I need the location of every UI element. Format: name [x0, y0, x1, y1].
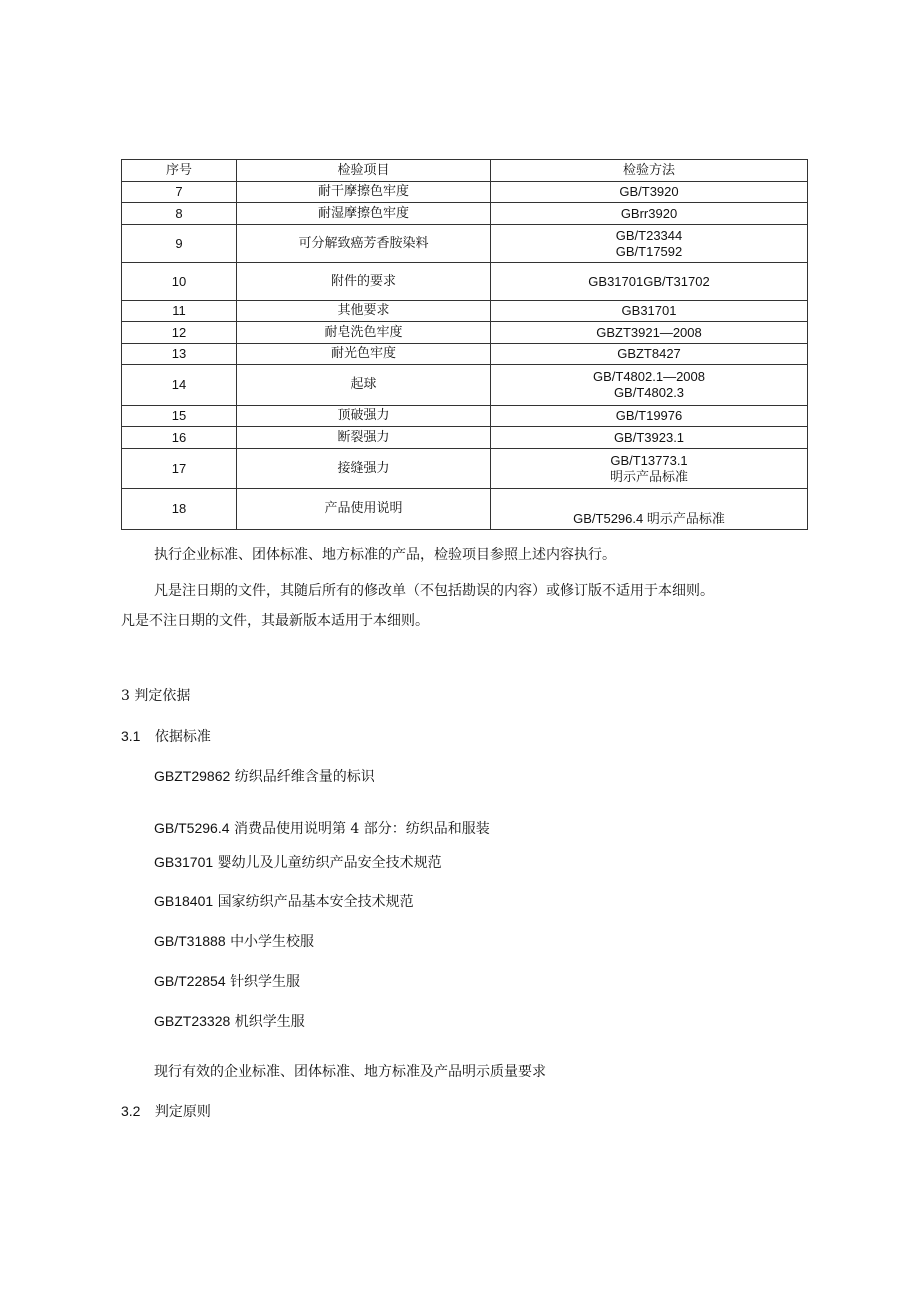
table-row — [122, 427, 808, 449]
standard-name: 机织学生服 — [234, 1014, 305, 1030]
method-line: GB/T13773.1 — [610, 452, 688, 468]
standard-code: GB/T31888 — [154, 933, 226, 949]
row-no: 13 — [122, 344, 237, 365]
row-no: 18 — [122, 489, 237, 530]
row-no: 14 — [122, 365, 237, 406]
row-no: 16 — [122, 427, 237, 449]
row-item: 断裂强力 — [237, 427, 491, 449]
standard-name: 消费品使用说明第 4 部分：纺织品和服装 — [233, 821, 490, 837]
standard-code: GB/T22854 — [154, 973, 226, 989]
row-item: 接缝强力 — [237, 449, 491, 489]
row-item: 顶破强力 — [237, 406, 491, 427]
standard-item — [154, 1011, 305, 1032]
row-method: GB31701GB/T31702 — [491, 263, 808, 301]
section-title: 依据标准 — [154, 729, 211, 745]
row-no: 17 — [122, 449, 237, 489]
standard-item — [154, 818, 490, 839]
row-item: 耐皂洗色牢度 — [237, 322, 491, 344]
method-line: GB/T23344 — [615, 227, 683, 243]
header-item: 检验项目 — [237, 160, 491, 182]
note-line-2: 凡是注日期的文件，其随后所有的修改单（不包括勘误的内容）或修订版不适用于本细则。 — [154, 583, 714, 599]
row-no: 7 — [122, 182, 237, 203]
standard-name: 国家纺织产品基本安全技术规范 — [217, 894, 414, 910]
row-item: 起球 — [237, 365, 491, 406]
standard-code: GB/T5296.4 — [154, 820, 230, 836]
row-method: GB/T19976 — [491, 406, 808, 427]
note-line-1: 执行企业标准、团体标准、地方标准的产品，检验项目参照上述内容执行。 — [154, 547, 616, 563]
note-line-3: 凡是不注日期的文件，其最新版本适用于本细则。 — [121, 613, 429, 629]
row-method: GB/T5296.4 明示产品标准 — [491, 489, 808, 530]
row-item: 附件的要求 — [237, 263, 491, 301]
section-3-title: 3 判定依据 — [121, 688, 191, 704]
section-3-2-heading — [121, 1101, 211, 1122]
row-item: 可分解致癌芳香胺染料 — [237, 225, 491, 263]
table-row — [122, 322, 808, 344]
header-no: 序号 — [122, 160, 237, 182]
standard-name: 纺织品纤维含量的标识 — [234, 769, 375, 785]
table-row — [122, 344, 808, 365]
standard-name: 婴幼儿及儿童纺织产品安全技术规范 — [217, 855, 442, 871]
row-no: 12 — [122, 322, 237, 344]
row-no: 10 — [122, 263, 237, 301]
row-item: 其他要求 — [237, 301, 491, 322]
section-number: 3.2 — [121, 1103, 141, 1119]
standard-code: GB31701 — [154, 854, 214, 870]
row-item: 耐湿摩擦色牢度 — [237, 203, 491, 225]
table-row — [122, 225, 808, 263]
standard-item — [154, 766, 375, 787]
row-no: 11 — [122, 301, 237, 322]
row-no: 9 — [122, 225, 237, 263]
section-title: 判定原则 — [154, 1104, 211, 1120]
standard-item — [154, 852, 442, 873]
row-method: GB/T3920 — [491, 182, 808, 203]
table-row — [122, 182, 808, 203]
row-method: GBZT8427 — [491, 344, 808, 365]
row-item: 耐光色牢度 — [237, 344, 491, 365]
standard-name: 中小学生校服 — [230, 934, 315, 950]
inspection-table — [121, 159, 808, 530]
standard-code: GB18401 — [154, 893, 214, 909]
table-row — [122, 406, 808, 427]
row-method — [491, 449, 808, 489]
method-line: GB/T4802.1—2008 — [592, 369, 706, 384]
standard-item — [154, 891, 414, 912]
method-line: 明示产品标准 — [609, 468, 688, 484]
standard-code: GBZT29862 — [154, 768, 231, 784]
row-method: GBZT3921—2008 — [491, 322, 808, 344]
method-line: GB/T4802.3 — [613, 385, 685, 400]
table-header-row — [122, 160, 808, 182]
method-line: GB/T17592 — [615, 243, 683, 259]
section-3-1-heading — [121, 726, 211, 747]
standard-item — [154, 971, 300, 992]
row-method: GB/T3923.1 — [491, 427, 808, 449]
table-row — [122, 365, 808, 406]
section-number: 3.1 — [121, 728, 141, 744]
row-no: 8 — [122, 203, 237, 225]
table-row — [122, 263, 808, 301]
table-row — [122, 489, 808, 530]
row-item: 产品使用说明 — [237, 489, 491, 530]
standard-name: 针织学生服 — [230, 974, 301, 990]
row-method — [491, 225, 808, 263]
table-row — [122, 203, 808, 225]
extra-standard-note: 现行有效的企业标准、团体标准、地方标准及产品明示质量要求 — [154, 1064, 546, 1080]
row-no: 15 — [122, 406, 237, 427]
row-method: GBrr3920 — [491, 203, 808, 225]
table-row — [122, 301, 808, 322]
standard-item — [154, 931, 314, 952]
table-row — [122, 449, 808, 489]
standard-code: GBZT23328 — [154, 1013, 231, 1029]
header-method: 检验方法 — [491, 160, 808, 182]
row-method: GB31701 — [491, 301, 808, 322]
row-item: 耐干摩擦色牢度 — [237, 182, 491, 203]
row-method — [491, 365, 808, 406]
